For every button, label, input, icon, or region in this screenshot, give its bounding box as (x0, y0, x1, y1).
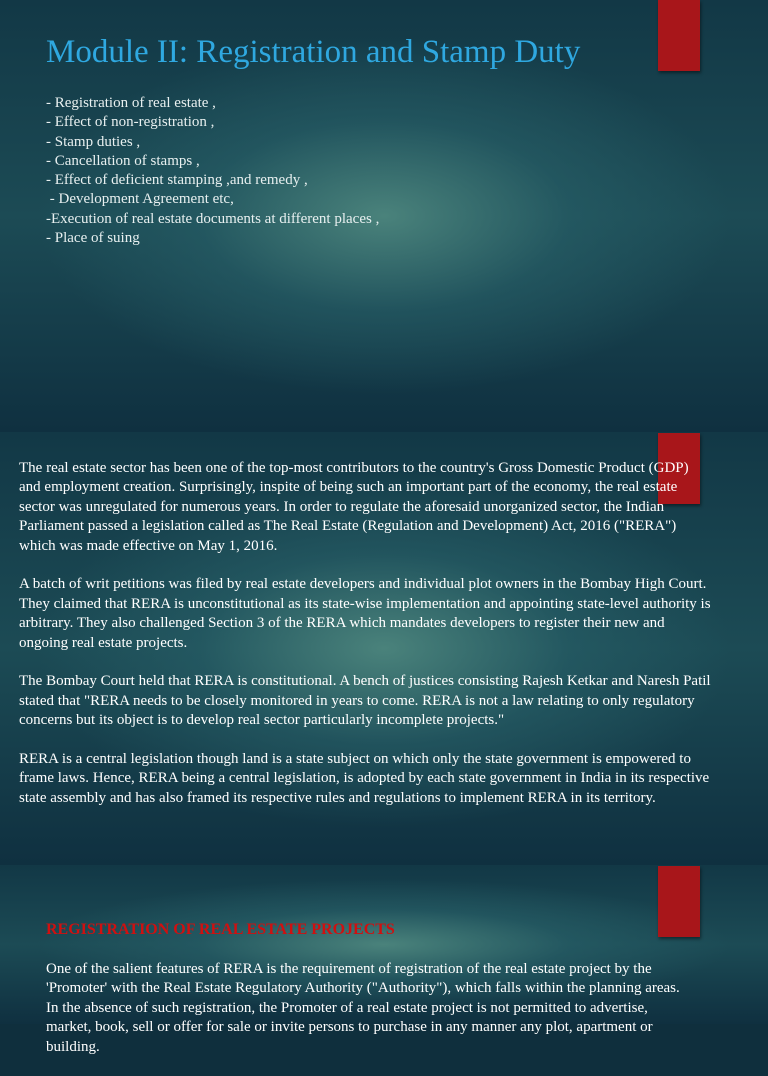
topic-item: - Development Agreement etc, (46, 191, 234, 208)
topic-item: - Effect of non-registration , (46, 114, 215, 131)
slide-title: Module II: Registration and Stamp Duty (46, 34, 581, 70)
slide-body (46, 960, 686, 1076)
body-paragraph: RERA is a central legislation though land is a state subject on which only the state government is empowered to frame laws. Hence, RERA being a central legislation, is adopted by each state government in India in its respective state assembly and has also framed its respective rules and regulations to implement RERA in its territory. (19, 751, 710, 806)
body-paragraph: A batch of writ petitions was filed by real estate developers and individual plot owners in the Bombay High Court. They claimed that RERA is unconstitutional as its state-wise implementation and appointing state-level authority is arbitrary. They also challenged Section 3 of the RERA which mandates developers to register their new and ongoing real estate projects. (19, 576, 711, 651)
topic-list (46, 94, 379, 248)
slide-body (19, 459, 711, 828)
topic-item: - Registration of real estate , (46, 95, 216, 111)
body-paragraph: The real estate sector has been one of the top-most contributors to the country's Gross Domestic Product (GDP) and employment creation. Surprisingly, inspite of being such an important part of the economy, the real estate sector was unregulated for numerous years. In order to regulate the aforesaid unorganized sector, the Indian Parliament passed a legislation called as The Real Estate (Regulation and Development) Act, 2016 ("RERA") which was made effective on May 1, 2016. (19, 460, 689, 554)
accent-bar (658, 0, 700, 71)
topic-item: - Place of suing (46, 230, 140, 247)
topic-item: - Stamp duties , (46, 133, 141, 150)
slide-1 (0, 0, 768, 432)
topic-item: - Effect of deficient stamping ,and remedy , (46, 172, 308, 189)
topic-item: -Execution of real estate documents at different places , (46, 210, 380, 227)
body-paragraph: One of the salient features of RERA is the requirement of registration of the real estate project by the 'Promoter' with the Real Estate Regulatory Authority ("Authority"), which falls within the planning areas. In the absence of such registration, the Promoter of a real estate project is not permitted to advertise, market, book, sell or offer for sale or invite persons to purchase in any manner any plot, apartment or building. (46, 961, 680, 1055)
topic-item: - Cancellation of stamps , (46, 152, 200, 169)
accent-bar (658, 866, 700, 937)
slide-3 (0, 865, 768, 1055)
section-heading: REGISTRATION OF REAL ESTATE PROJECTS (46, 921, 395, 938)
body-paragraph: The Bombay Court held that RERA is constitutional. A bench of justices consisting Rajesh Ketkar and Naresh Patil stated that "RERA needs to be closely monitored in years to come. RERA is not a law relating to only regulatory concerns but its object is to develop real sector particularly incomplete projects." (19, 673, 711, 729)
slide-2 (0, 432, 768, 865)
